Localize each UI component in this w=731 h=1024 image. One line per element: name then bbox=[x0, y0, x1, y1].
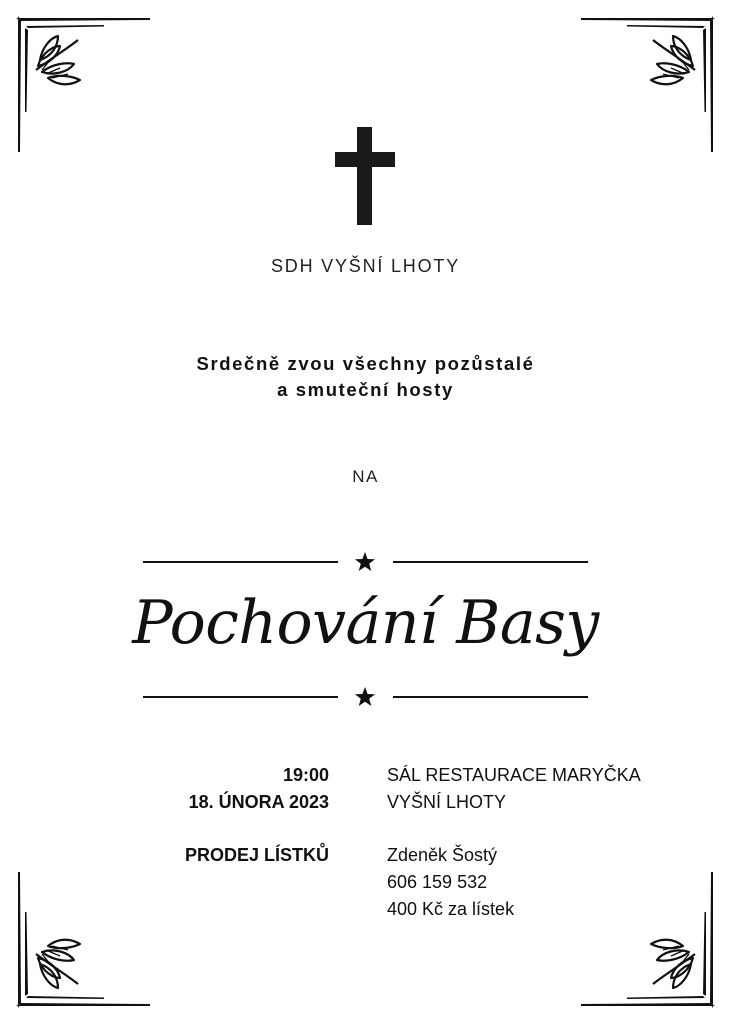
invitation-line-1: Srdečně zvou všechny pozůstalé bbox=[196, 353, 535, 374]
contact-phone: 606 159 532 bbox=[387, 872, 488, 892]
star-icon bbox=[354, 687, 376, 707]
leaf-sprig-icon bbox=[12, 862, 152, 1012]
event-title: Pochování Basy bbox=[132, 588, 599, 658]
corner-ornament-bottom-left bbox=[12, 862, 152, 1012]
divider-top bbox=[143, 552, 588, 572]
event-venue bbox=[387, 762, 641, 816]
corner-ornament-top-right bbox=[579, 12, 719, 162]
cross-icon bbox=[335, 127, 395, 225]
leaf-sprig-icon bbox=[579, 12, 719, 162]
leaf-sprig-icon bbox=[12, 12, 152, 162]
ticket-price: 400 Kč za lístek bbox=[387, 899, 515, 919]
ticket-contact bbox=[387, 842, 514, 923]
organization-name: SDH VYŠNÍ LHOTY bbox=[270, 256, 461, 276]
event-datetime bbox=[189, 762, 329, 816]
event-time: 19:00 bbox=[282, 765, 329, 785]
invitation-text bbox=[0, 351, 731, 403]
corner-ornament-top-left bbox=[12, 12, 152, 162]
leaf-sprig-icon bbox=[579, 862, 719, 1012]
corner-ornament-bottom-right bbox=[579, 862, 719, 1012]
invitation-line-2: a smuteční hosty bbox=[277, 379, 454, 400]
tickets-label: PRODEJ LÍSTKŮ bbox=[184, 845, 329, 865]
contact-name: Zdeněk Šostý bbox=[387, 845, 498, 865]
venue-line-2: VYŠNÍ LHOTY bbox=[387, 792, 507, 812]
connector-text: NA bbox=[352, 467, 379, 486]
event-date: 18. ÚNORA 2023 bbox=[188, 792, 329, 812]
star-icon bbox=[354, 552, 376, 572]
divider-bottom bbox=[143, 687, 588, 707]
venue-line-1: SÁL RESTAURACE MARYČKA bbox=[387, 765, 641, 785]
